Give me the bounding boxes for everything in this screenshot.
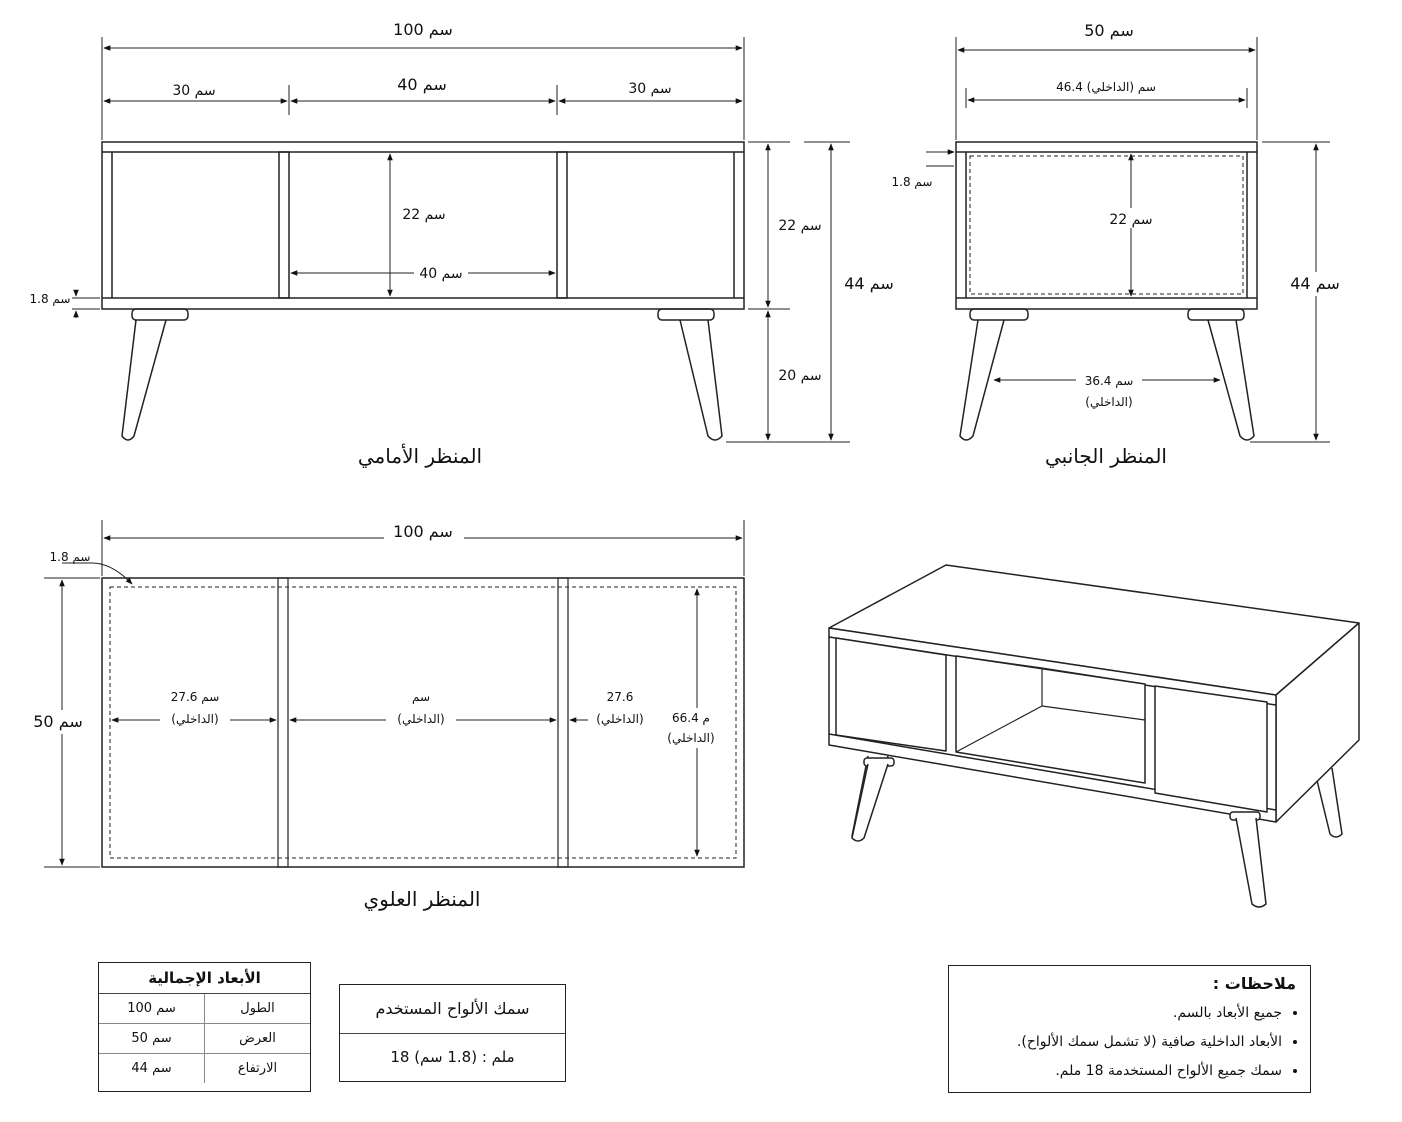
front-view-labels bbox=[30, 18, 896, 469]
front-left-divider bbox=[279, 152, 289, 298]
list-item: • سمك جميع الألواح المستخدمة 18 ملم. bbox=[955, 1057, 1282, 1086]
front-right-divider bbox=[557, 152, 567, 298]
side-leg-span-label: 36.4 سم bbox=[1084, 374, 1134, 388]
list-item: • الأبعاد الداخلية صافية (لا تشمل سمك الألواح). bbox=[955, 1028, 1282, 1057]
front-left-leg bbox=[122, 320, 166, 440]
top-view bbox=[44, 520, 744, 867]
side-total-height-label: 44 سم bbox=[1290, 274, 1340, 293]
top-inner-depth-label: 66.4 م bbox=[672, 711, 710, 725]
side-panel-thickness-label: 1.8 سم bbox=[891, 175, 933, 189]
top-overall-width-label: 100 سم bbox=[393, 522, 453, 541]
notes-box bbox=[948, 965, 1311, 1093]
side-right-leg-mount bbox=[1188, 309, 1244, 320]
table-cell-value: 100 سم bbox=[99, 994, 205, 1023]
front-panel-thickness-label: 1.8 سم bbox=[29, 292, 71, 306]
side-leg-span-note: (الداخلي) bbox=[1085, 395, 1133, 409]
table-cell-label: العرض bbox=[239, 1031, 276, 1046]
front-left-section-label: 30 سم bbox=[172, 83, 216, 99]
iso-right-compartment bbox=[1155, 686, 1267, 812]
isometric-view bbox=[829, 565, 1359, 907]
top-left-cell-label: 27.6 سم bbox=[170, 690, 220, 704]
list-item: • جميع الأبعاد بالسم. bbox=[955, 999, 1282, 1028]
top-left-cell-note: (الداخلي) bbox=[171, 712, 219, 726]
table-cell-label: الطول bbox=[240, 1001, 275, 1016]
table-cell-value: 50 سم bbox=[99, 1024, 205, 1053]
side-inner-depth-label: 46.4 سم (الداخلي) bbox=[1056, 80, 1156, 94]
top-overall-depth-label: 50 سم bbox=[33, 712, 83, 731]
table-cell-value: 44 سم bbox=[99, 1054, 205, 1083]
iso-left-compartment bbox=[836, 638, 946, 751]
front-right-section-label: 30 سم bbox=[628, 81, 672, 97]
side-inner-height-label: 22 سم bbox=[1109, 212, 1153, 228]
notes-list bbox=[949, 999, 1310, 1086]
front-view-title: المنظر الأمامي bbox=[357, 444, 483, 468]
table-row bbox=[99, 1024, 310, 1054]
iso-front-right-leg bbox=[1236, 818, 1266, 907]
front-inner-width-label: 40 سم bbox=[419, 266, 463, 282]
overall-dimensions-title: الأبعاد الإجمالية bbox=[99, 963, 310, 994]
front-overall-width-label: 100 سم bbox=[393, 20, 453, 39]
table-cell-label: الارتفاع bbox=[237, 1061, 278, 1076]
panel-thickness-value: 18 ملم : (1.8 سم) bbox=[390, 1048, 515, 1066]
panel-thickness-title: سمك الألواح المستخدم bbox=[340, 985, 565, 1034]
iso-front-left-leg bbox=[852, 764, 888, 841]
side-view-labels bbox=[892, 21, 1344, 469]
top-middle-cell-label: سم bbox=[411, 690, 431, 704]
overall-dimensions-table bbox=[98, 962, 311, 1092]
front-total-height-label: 44 سم bbox=[844, 274, 894, 293]
notes-title: ملاحظات : bbox=[1212, 974, 1296, 993]
table-row bbox=[99, 994, 310, 1024]
top-right-cell-label: 27.6 bbox=[606, 690, 634, 704]
side-view-title: المنظر الجانبي bbox=[1045, 444, 1167, 468]
front-leg-height-label: 20 سم bbox=[778, 368, 822, 384]
panel-thickness-box bbox=[339, 984, 566, 1082]
front-right-leg bbox=[680, 320, 722, 440]
front-middle-section-label: 40 سم bbox=[397, 75, 447, 94]
side-overall-depth-label: 50 سم bbox=[1084, 21, 1134, 40]
top-middle-cell-note: (الداخلي) bbox=[397, 712, 445, 726]
front-right-leg-mount bbox=[658, 309, 714, 320]
top-right-divider bbox=[558, 578, 568, 867]
top-inner-depth-note: (الداخلي) bbox=[667, 731, 715, 745]
front-inner-height-label: 22 سم bbox=[402, 207, 446, 223]
top-right-cell-note: (الداخلي) bbox=[596, 712, 644, 726]
side-left-leg-mount bbox=[970, 309, 1028, 320]
table-row bbox=[99, 1054, 310, 1083]
top-view-labels bbox=[30, 520, 720, 912]
top-panel-thickness-label: 1.8 سم bbox=[49, 550, 91, 564]
front-body-outline bbox=[102, 142, 744, 309]
top-view-title: المنظر العلوي bbox=[363, 887, 481, 911]
front-left-leg-mount bbox=[132, 309, 188, 320]
top-left-divider bbox=[278, 578, 288, 867]
front-body-height-label: 22 سم bbox=[778, 218, 822, 234]
